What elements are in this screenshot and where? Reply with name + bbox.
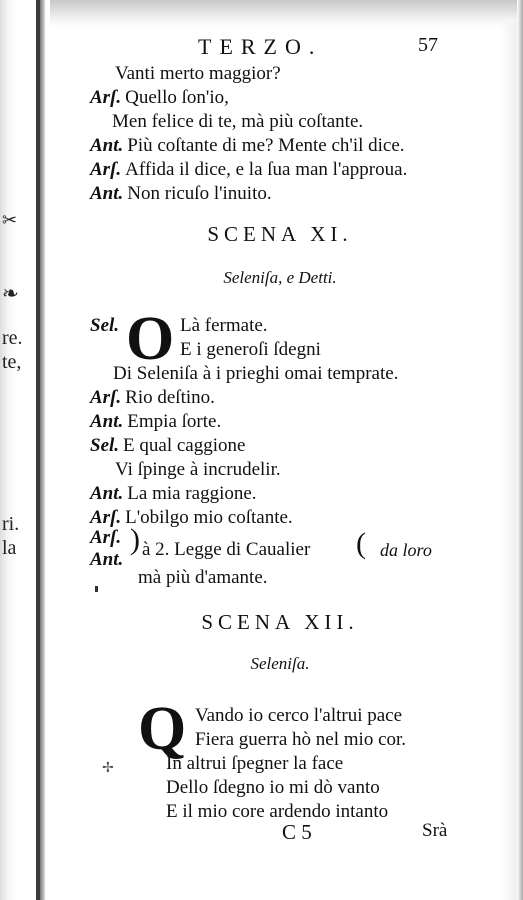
page-edge [40, 0, 45, 900]
catchword: Srà [422, 820, 448, 841]
speaker-label: Ant. [90, 411, 124, 432]
top-shadow [50, 0, 523, 28]
speaker-label: Sel. [90, 435, 120, 456]
speaker-label: Arſ. [90, 159, 122, 180]
verse-line: Fiera guerra hò nel mio cor. [195, 729, 407, 750]
speaker-label: Ant. [90, 483, 124, 504]
brace-left: ) [130, 523, 140, 556]
verse-line: E il mio core ardendo intanto [166, 801, 389, 822]
running-title: TERZO. [198, 34, 323, 59]
right-edge [517, 0, 523, 900]
gutter-ornament: ✂ [2, 210, 18, 230]
printer-ornament-icon: ✢ [102, 761, 114, 776]
scene-heading: SCENA XII. [201, 610, 359, 634]
verse-line: Vando io cerco l'altrui pace [195, 705, 403, 726]
verse-line [90, 526, 125, 550]
verse-line: Sel. E qual caggione [90, 435, 246, 456]
speaker-label: Sel. [90, 315, 120, 336]
speaker-label: Ant. [90, 135, 124, 156]
speaker-label: Ant. [90, 549, 124, 570]
verse-line: Ant. Empia ſorte. [90, 411, 222, 432]
brace-right: ( [356, 527, 366, 560]
gutter-text: re. [2, 327, 23, 349]
verse-line: Di Seleniſa à i prieghi omai temprate. [113, 363, 399, 384]
verse-line [90, 548, 127, 572]
speaker-label: Arſ. [90, 87, 122, 108]
verse-line: Ant. Più coſtante di me? Mente ch'il dice. [90, 135, 405, 156]
verse-line: Vanti merto maggior? [115, 63, 281, 84]
verse-line: Là fermate. [180, 315, 268, 336]
scene-heading: SCENA XI. [207, 222, 353, 246]
scene-persons: Seleniſa, e Detti. [223, 268, 337, 287]
speaker-label: Arſ. [90, 527, 122, 548]
verse-line: Dello ſdegno io mi dò vanto [166, 777, 380, 798]
gutter-text: ri. [2, 513, 20, 535]
verse-line: Arſ. Quello ſon'io, [90, 87, 229, 108]
drop-cap: Q [138, 695, 187, 763]
verse-line: Vi ſpinge à incrudelir. [115, 459, 281, 480]
verse-line: Ant. La mia raggione. [90, 483, 257, 504]
verse-line: In altrui ſpegner la face [166, 753, 344, 774]
verse-line: Ant. Non ricuſo l'inuito. [90, 183, 272, 204]
verse-line: Arſ. Rio deſtino. [90, 387, 215, 408]
gutter-text: la [2, 537, 17, 559]
signature-mark: C 5 [282, 820, 312, 844]
speaker-label: Ant. [90, 183, 124, 204]
gutter-text: te, [2, 351, 22, 373]
page-number: 57 [418, 34, 438, 56]
verse-line: Arſ. L'obilgo mio coſtante. [90, 507, 293, 528]
speaker-label: Arſ. [90, 507, 122, 528]
verse-line: E i generoſi ſdegni [180, 339, 321, 360]
verse-line: Men felice di te, mà più coſtante. [112, 111, 364, 132]
previous-page-gutter [0, 0, 50, 900]
running-header [90, 34, 510, 64]
verse-line [90, 314, 123, 338]
speaker-label: Arſ. [90, 387, 122, 408]
verse-line: Arſ. Affida il dice, e la ſua man l'approua. [90, 159, 408, 180]
verse-line: mà più d'amante. [138, 567, 268, 588]
drop-cap: O [126, 305, 175, 373]
printer-mark [95, 586, 98, 592]
verse-line: à 2. Legge di Caualier [142, 539, 311, 560]
stage-direction: da loro [380, 540, 432, 560]
gutter-ornament: ❧ [2, 283, 19, 305]
scene-persons: Seleniſa. [250, 654, 310, 673]
